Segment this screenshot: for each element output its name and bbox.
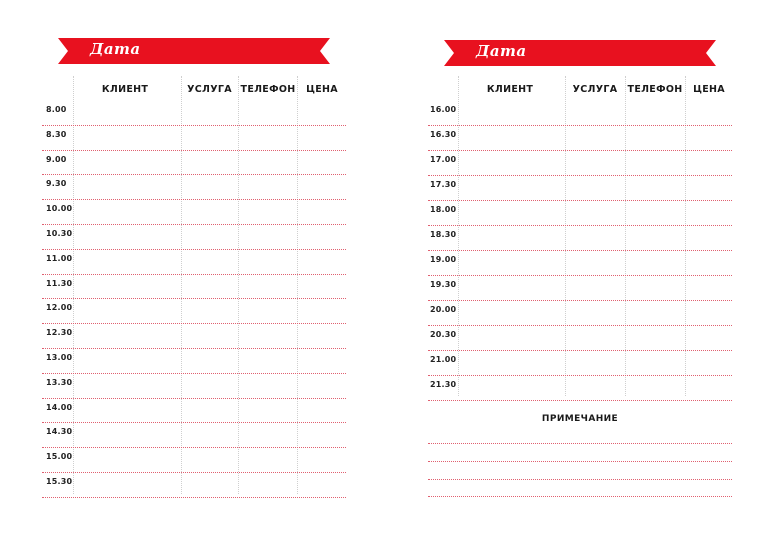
time-row — [428, 351, 732, 376]
column-header-price: ЦЕНА — [693, 84, 725, 95]
column-header-service: УСЛУГА — [572, 84, 618, 95]
time-label: 15.00 — [46, 452, 73, 462]
date-label: Дата — [476, 42, 527, 60]
date-ribbon — [444, 40, 716, 66]
column-header-phone: ТЕЛЕФОН — [240, 84, 296, 95]
notes-title: ПРИМЕЧАНИЕ — [541, 414, 619, 424]
time-row — [428, 376, 732, 401]
time-row — [42, 423, 346, 448]
time-label: 18.00 — [430, 205, 457, 214]
time-label: 14.30 — [46, 427, 73, 437]
time-row — [42, 225, 346, 250]
time-label: 15.30 — [46, 477, 73, 486]
time-label: 20.30 — [430, 330, 457, 339]
column-header-price: ЦЕНА — [306, 84, 338, 95]
time-row — [42, 349, 346, 374]
time-label: 16.30 — [430, 130, 457, 139]
row-divider — [428, 400, 732, 401]
time-row — [42, 275, 346, 300]
time-label: 21.30 — [430, 380, 457, 389]
time-row — [428, 326, 732, 351]
time-row — [428, 276, 732, 301]
note-line — [428, 479, 732, 480]
time-row — [428, 126, 732, 151]
time-label: 14.00 — [46, 402, 73, 412]
time-row — [42, 101, 346, 126]
time-row — [428, 251, 732, 276]
time-row — [42, 175, 346, 200]
time-label: 8.00 — [46, 105, 67, 114]
time-row — [428, 301, 732, 326]
time-row — [42, 200, 346, 225]
time-row — [42, 151, 346, 176]
time-label: 13.00 — [46, 353, 73, 362]
time-row — [428, 176, 732, 201]
time-label: 16.00 — [430, 105, 457, 114]
time-label: 10.00 — [46, 204, 73, 214]
time-row — [42, 324, 346, 349]
time-label: 12.00 — [46, 303, 73, 313]
time-label: 17.00 — [430, 155, 457, 164]
time-row — [42, 473, 346, 498]
time-label: 20.00 — [430, 305, 457, 314]
time-label: 9.30 — [46, 179, 67, 189]
time-row — [428, 201, 732, 226]
time-row — [42, 399, 346, 424]
column-header-client: КЛИЕНТ — [101, 84, 149, 95]
date-ribbon — [58, 38, 330, 64]
time-row — [428, 151, 732, 176]
time-row — [42, 126, 346, 151]
note-line — [428, 461, 732, 462]
column-header-service: УСЛУГА — [187, 84, 232, 95]
time-label: 11.00 — [46, 253, 73, 263]
time-row — [42, 374, 346, 399]
row-divider — [42, 497, 346, 498]
time-label: 12.30 — [46, 328, 73, 338]
time-label: 11.30 — [46, 278, 73, 288]
time-row — [42, 448, 346, 473]
time-label: 19.00 — [430, 255, 457, 264]
time-label: 10.30 — [46, 229, 73, 238]
date-label: Дата — [90, 40, 141, 58]
time-row — [42, 299, 346, 324]
time-label: 9.00 — [46, 154, 67, 164]
time-row — [42, 250, 346, 275]
time-label: 19.30 — [430, 280, 457, 289]
time-label: 17.30 — [430, 180, 457, 189]
time-label: 21.00 — [430, 355, 457, 364]
note-line — [428, 443, 732, 444]
note-line — [428, 496, 732, 497]
time-row — [428, 226, 732, 251]
time-label: 13.30 — [46, 377, 73, 387]
column-header-client: КЛИЕНТ — [486, 84, 534, 95]
column-header-phone: ТЕЛЕФОН — [627, 84, 683, 95]
time-label: 8.30 — [46, 129, 67, 139]
time-label: 18.30 — [430, 230, 457, 239]
time-row — [428, 101, 732, 126]
